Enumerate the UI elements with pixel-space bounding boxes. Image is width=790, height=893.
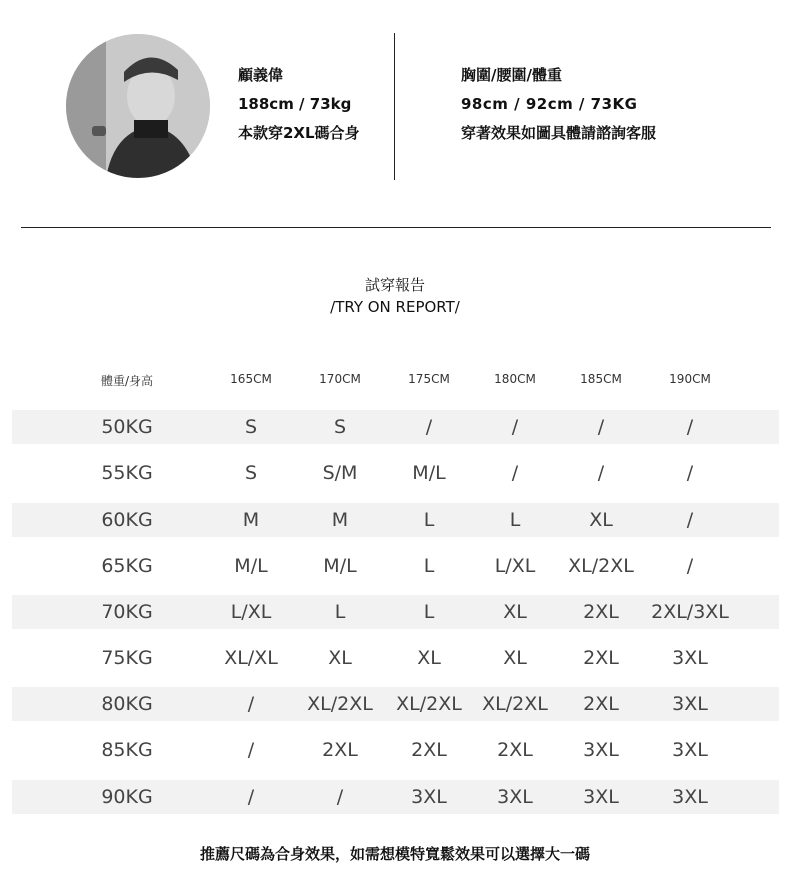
size-cell: 3XL: [497, 786, 533, 808]
model-height-weight: 188cm / 73kg: [238, 95, 352, 113]
height-header: 180CM: [494, 372, 536, 386]
size-cell: 3XL: [672, 647, 708, 669]
measurement-values: 98cm / 92cm / 73KG: [461, 95, 638, 113]
size-cell: /: [511, 416, 519, 438]
divider-vertical: [394, 33, 395, 180]
table-row: [12, 410, 779, 444]
table-row: [12, 641, 779, 675]
size-cell: L: [423, 509, 435, 531]
size-cell: XL: [503, 601, 527, 623]
size-cell: 3XL: [583, 786, 619, 808]
size-cell: XL/2XL: [482, 693, 548, 715]
table-corner-label: 體重/身高: [100, 374, 154, 388]
size-cell: M/L: [412, 462, 446, 484]
size-cell: 3XL: [672, 739, 708, 761]
size-cell: /: [686, 462, 694, 484]
height-header: 165CM: [230, 372, 272, 386]
weight-cell: 85KG: [101, 739, 153, 761]
model-name: 顧義偉: [238, 66, 284, 84]
size-cell: M: [331, 509, 349, 531]
report-title-cn: 試穿報告: [364, 276, 425, 294]
size-cell: /: [247, 739, 255, 761]
size-cell: 3XL: [672, 693, 708, 715]
size-cell: 3XL: [672, 786, 708, 808]
size-cell: /: [686, 509, 694, 531]
size-cell: /: [247, 786, 255, 808]
table-row: [12, 456, 779, 490]
size-cell: S/M: [322, 462, 358, 484]
table-row: [12, 549, 779, 583]
model-photo: [66, 34, 210, 178]
size-cell: L/XL: [230, 601, 272, 623]
height-header: 190CM: [669, 372, 711, 386]
table-row: [12, 595, 779, 629]
size-cell: /: [686, 555, 694, 577]
measurement-label: 胸圍/腰圍/體重: [461, 66, 562, 84]
weight-cell: 75KG: [101, 647, 153, 669]
size-cell: 2XL: [583, 693, 619, 715]
report-title-en: /TRY ON REPORT/: [330, 298, 460, 316]
size-cell: /: [597, 416, 605, 438]
weight-cell: 70KG: [101, 601, 153, 623]
size-cell: S: [244, 416, 258, 438]
weight-cell: 65KG: [101, 555, 153, 577]
size-cell: XL: [328, 647, 352, 669]
size-cell: M/L: [234, 555, 268, 577]
size-cell: XL/XL: [224, 647, 278, 669]
model-fit-note: 本款穿2XL碼合身: [238, 124, 360, 142]
size-cell: XL: [417, 647, 441, 669]
size-cell: L: [509, 509, 521, 531]
size-cell: /: [336, 786, 344, 808]
size-cell: M/L: [323, 555, 357, 577]
measurement-note: 穿著效果如圖具體請諮詢客服: [461, 124, 657, 142]
size-cell: /: [247, 693, 255, 715]
size-cell: 2XL: [322, 739, 358, 761]
footer-note: 推薦尺碼為合身效果，如需想模特寬鬆效果可以選擇大一碼: [199, 845, 590, 863]
table-row: [12, 503, 779, 537]
size-cell: 2XL: [497, 739, 533, 761]
size-cell: 2XL: [411, 739, 447, 761]
height-header: 175CM: [408, 372, 450, 386]
weight-cell: 50KG: [101, 416, 153, 438]
size-cell: 3XL: [583, 739, 619, 761]
size-cell: XL/2XL: [396, 693, 462, 715]
size-cell: S: [244, 462, 258, 484]
size-cell: XL/2XL: [568, 555, 634, 577]
height-header: 185CM: [580, 372, 622, 386]
size-cell: 2XL/3XL: [651, 601, 729, 623]
size-cell: L/XL: [494, 555, 536, 577]
table-row: [12, 733, 779, 767]
size-cell: L: [423, 601, 435, 623]
size-cell: 2XL: [583, 601, 619, 623]
weight-cell: 90KG: [101, 786, 153, 808]
weight-cell: 60KG: [101, 509, 153, 531]
size-cell: L: [334, 601, 346, 623]
divider-horizontal: [21, 227, 771, 228]
size-cell: L: [423, 555, 435, 577]
measurement-info: [461, 61, 656, 148]
weight-cell: 80KG: [101, 693, 153, 715]
table-row: [12, 780, 779, 814]
model-portrait-icon: [66, 34, 210, 178]
size-cell: 3XL: [411, 786, 447, 808]
size-cell: XL: [589, 509, 613, 531]
size-cell: /: [686, 416, 694, 438]
size-cell: M: [242, 509, 260, 531]
size-cell: /: [597, 462, 605, 484]
model-info: [238, 61, 360, 148]
weight-cell: 55KG: [101, 462, 153, 484]
size-cell: /: [511, 462, 519, 484]
size-cell: /: [425, 416, 433, 438]
height-header: 170CM: [319, 372, 361, 386]
size-cell: S: [333, 416, 347, 438]
size-cell: 2XL: [583, 647, 619, 669]
size-cell: XL/2XL: [307, 693, 373, 715]
size-cell: XL: [503, 647, 527, 669]
table-row: [12, 687, 779, 721]
